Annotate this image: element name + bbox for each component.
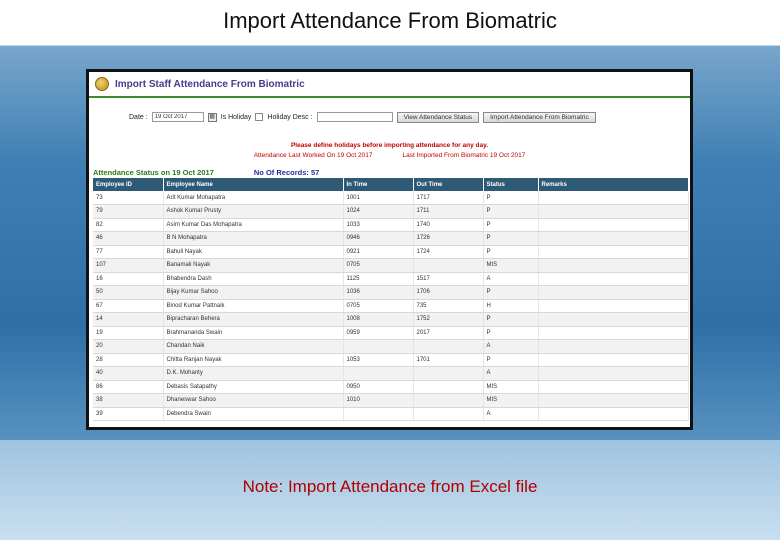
holiday-warning: Please define holidays before importing attendance for any day. <box>290 142 489 149</box>
cell-employee-id: 50 <box>93 286 163 300</box>
slide-note: Note: Import Attendance from Excel file <box>242 477 538 496</box>
date-input[interactable] <box>152 112 204 122</box>
slide-note-band <box>0 440 780 540</box>
cell-employee-name: Debasis Satapathy <box>163 380 343 394</box>
cell-remarks <box>538 205 688 219</box>
table-row <box>93 340 688 354</box>
filter-row <box>89 106 690 128</box>
cell-in-time <box>343 407 413 421</box>
cell-out-time <box>413 367 483 381</box>
cell-employee-name: Chitta Ranjan Nayak <box>163 353 343 367</box>
cell-remarks <box>538 232 688 246</box>
cell-remarks <box>538 272 688 286</box>
table-row <box>93 259 688 273</box>
record-count: No Of Records: 57 <box>253 168 320 177</box>
cell-employee-id: 79 <box>93 205 163 219</box>
cell-in-time: 0946 <box>343 232 413 246</box>
holiday-desc-label: Holiday Desc : <box>267 113 313 121</box>
cell-employee-id: 14 <box>93 313 163 327</box>
table-row <box>93 232 688 246</box>
cell-status: MIS <box>483 259 538 273</box>
cell-status: P <box>483 326 538 340</box>
cell-employee-id: 19 <box>93 326 163 340</box>
table-row <box>93 353 688 367</box>
col-employee-name[interactable]: Employee Name <box>163 178 343 191</box>
cell-remarks <box>538 218 688 232</box>
cell-status: MIS <box>483 380 538 394</box>
cell-status: P <box>483 313 538 327</box>
status-row <box>89 168 690 177</box>
slide-title: Import Attendance From Biomatric <box>223 8 557 33</box>
import-info-row <box>89 152 690 159</box>
cell-out-time: 1701 <box>413 353 483 367</box>
cell-employee-id: 16 <box>93 272 163 286</box>
date-label: Date : <box>129 113 148 121</box>
last-worked-text: Attendance Last Worked On 19 Oct 2017 <box>253 152 373 159</box>
table-row <box>93 394 688 408</box>
cell-employee-name: B N Mohapatra <box>163 232 343 246</box>
holiday-desc-input[interactable] <box>317 112 393 122</box>
cell-in-time: 1008 <box>343 313 413 327</box>
cell-out-time <box>413 259 483 273</box>
cell-employee-id: 39 <box>93 407 163 421</box>
cell-out-time <box>413 407 483 421</box>
attendance-table <box>93 178 689 421</box>
cell-employee-id: 86 <box>93 380 163 394</box>
cell-employee-id: 46 <box>93 232 163 246</box>
cell-employee-name: D.K. Mohanty <box>163 367 343 381</box>
cell-in-time: 0705 <box>343 259 413 273</box>
cell-out-time: 735 <box>413 299 483 313</box>
cell-out-time: 2017 <box>413 326 483 340</box>
cell-employee-name: Banamali Nayak <box>163 259 343 273</box>
col-in-time[interactable]: In Time <box>343 178 413 191</box>
table-row <box>93 313 688 327</box>
view-attendance-button[interactable]: View Attendance Status <box>397 112 480 123</box>
cell-remarks <box>538 313 688 327</box>
cell-employee-id: 82 <box>93 218 163 232</box>
cell-out-time: 1706 <box>413 286 483 300</box>
cell-in-time: 1010 <box>343 394 413 408</box>
cell-in-time: 1036 <box>343 286 413 300</box>
table-row <box>93 272 688 286</box>
cell-out-time: 1726 <box>413 232 483 246</box>
cell-employee-name: Bipracharan Behera <box>163 313 343 327</box>
last-imported-text: Last Imported From Biomatric 19 Oct 2017 <box>402 152 526 159</box>
cell-employee-name: Bahuli Nayak <box>163 245 343 259</box>
cell-in-time: 1033 <box>343 218 413 232</box>
holiday-label: Is Holiday <box>220 113 252 121</box>
cell-employee-name: Asim Kumar Das Mohapatra <box>163 218 343 232</box>
cell-employee-name: Binod Kumar Pattnaik <box>163 299 343 313</box>
cell-employee-name: Debendra Swain <box>163 407 343 421</box>
slide-title-band <box>0 0 780 46</box>
cell-employee-name: Ashok Kumar Prusty <box>163 205 343 219</box>
cell-remarks <box>538 394 688 408</box>
cell-remarks <box>538 407 688 421</box>
cell-remarks <box>538 191 688 205</box>
cell-employee-id: 107 <box>93 259 163 273</box>
table-row <box>93 191 688 205</box>
cell-out-time: 1717 <box>413 191 483 205</box>
cell-remarks <box>538 353 688 367</box>
cell-in-time: 0959 <box>343 326 413 340</box>
cell-status: MIS <box>483 394 538 408</box>
cell-employee-name: Bijay Kumar Sahoo <box>163 286 343 300</box>
import-attendance-button[interactable]: Import Attendance From Biomatric <box>483 112 596 123</box>
table-row <box>93 407 688 421</box>
col-out-time[interactable]: Out Time <box>413 178 483 191</box>
cell-remarks <box>538 286 688 300</box>
cell-in-time: 1024 <box>343 205 413 219</box>
cell-in-time <box>343 340 413 354</box>
cell-employee-name: Arit Kumar Mohapatra <box>163 191 343 205</box>
cell-status: P <box>483 191 538 205</box>
cell-remarks <box>538 299 688 313</box>
table-row <box>93 326 688 340</box>
table-row <box>93 218 688 232</box>
cell-employee-id: 67 <box>93 299 163 313</box>
cell-out-time: 1517 <box>413 272 483 286</box>
holiday-checkbox[interactable] <box>255 113 263 121</box>
cell-in-time: 1001 <box>343 191 413 205</box>
screenshot-frame <box>86 69 693 430</box>
cell-out-time: 1752 <box>413 313 483 327</box>
cell-employee-name: Chandan Naik <box>163 340 343 354</box>
cell-status: A <box>483 407 538 421</box>
cell-employee-id: 77 <box>93 245 163 259</box>
emblem-icon <box>95 77 109 91</box>
col-employee-id[interactable]: Employee ID <box>93 178 163 191</box>
cell-remarks <box>538 340 688 354</box>
col-remarks[interactable]: Remarks <box>538 178 688 191</box>
cell-employee-id: 28 <box>93 353 163 367</box>
cell-status: P <box>483 218 538 232</box>
table-row <box>93 299 688 313</box>
cell-employee-name: Dhaneswar Sahoo <box>163 394 343 408</box>
cell-out-time: 1724 <box>413 245 483 259</box>
attendance-status-title: Attendance Status on 19 Oct 2017 <box>93 168 214 177</box>
cell-employee-name: Bhabendra Dash <box>163 272 343 286</box>
cell-employee-id: 73 <box>93 191 163 205</box>
cell-in-time <box>343 367 413 381</box>
cell-in-time: 0950 <box>343 380 413 394</box>
cell-remarks <box>538 259 688 273</box>
cell-status: P <box>483 232 538 246</box>
cell-employee-name: Brahmananda Swain <box>163 326 343 340</box>
cell-employee-id: 38 <box>93 394 163 408</box>
cell-employee-id: 20 <box>93 340 163 354</box>
table-row <box>93 245 688 259</box>
cell-in-time: 1125 <box>343 272 413 286</box>
cell-in-time: 1053 <box>343 353 413 367</box>
cell-status: A <box>483 340 538 354</box>
cell-status: P <box>483 286 538 300</box>
cell-remarks <box>538 380 688 394</box>
cell-remarks <box>538 326 688 340</box>
table-row <box>93 380 688 394</box>
cell-out-time <box>413 394 483 408</box>
cell-status: P <box>483 353 538 367</box>
app-header <box>89 72 690 98</box>
cell-remarks <box>538 367 688 381</box>
table-row <box>93 286 688 300</box>
cell-out-time <box>413 340 483 354</box>
calendar-icon[interactable]: ▦ <box>209 113 216 120</box>
cell-status: H <box>483 299 538 313</box>
cell-out-time: 1740 <box>413 218 483 232</box>
cell-status: P <box>483 245 538 259</box>
cell-status: A <box>483 367 538 381</box>
col-status[interactable]: Status <box>483 178 538 191</box>
app-title: Import Staff Attendance From Biomatric <box>115 78 305 90</box>
table-header-row <box>93 178 688 191</box>
cell-in-time: 0921 <box>343 245 413 259</box>
cell-status: A <box>483 272 538 286</box>
table-row <box>93 205 688 219</box>
cell-out-time: 1711 <box>413 205 483 219</box>
cell-status: P <box>483 205 538 219</box>
cell-employee-id: 40 <box>93 367 163 381</box>
table-row <box>93 367 688 381</box>
cell-out-time <box>413 380 483 394</box>
cell-remarks <box>538 245 688 259</box>
cell-in-time: 0705 <box>343 299 413 313</box>
